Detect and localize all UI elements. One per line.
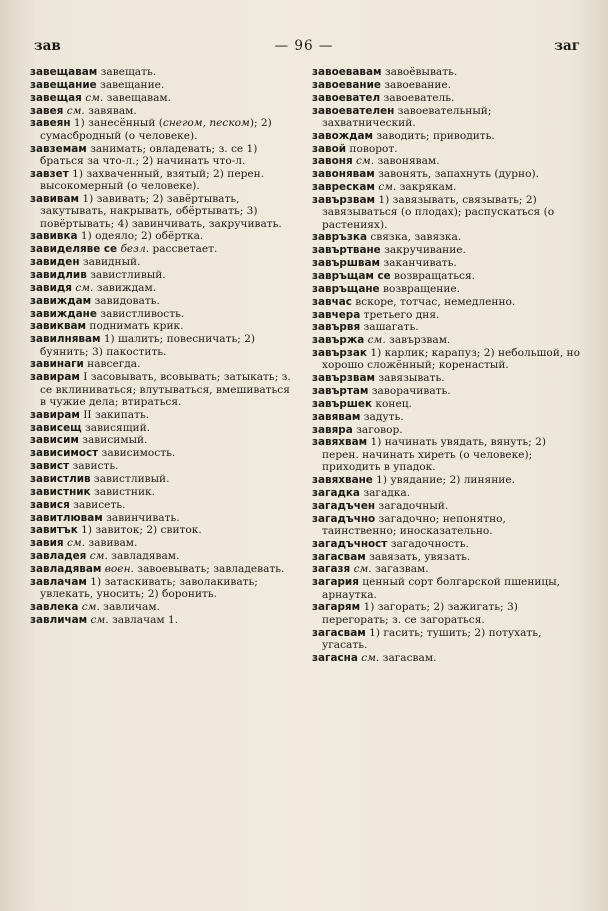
dictionary-entry [30,333,298,358]
headword: завитък [30,524,78,537]
translation: завидовать. [91,294,160,307]
headword: завивам [30,192,79,205]
dictionary-entry [312,372,582,384]
headword: завяхвам [312,436,368,449]
translation: вскоре, тотчас, немедленно. [351,295,516,308]
headword: завявам [312,410,361,423]
translation: заговор. [352,423,403,436]
dictionary-entry [312,487,582,499]
translation: завоевывать; завладевать. [133,562,285,575]
headword: загария [312,576,359,589]
headword: завиждам [30,294,92,307]
translation: 1) загорать; 2) зажигать; 3) перегорать; з. се загораться. [322,601,518,626]
headword: завоня [312,155,353,168]
headword: завчас [312,295,352,308]
headword: загазя [312,563,351,576]
translation: завинчивать. [102,511,180,524]
page-number: — 96 — [274,38,334,54]
dictionary-entry [312,627,582,652]
headword: завързвам [312,372,375,385]
translation: завонявам. [374,155,440,168]
dictionary-entry [312,563,582,575]
dictionary-entry [312,652,582,664]
headword: завидя [30,281,72,294]
headword: завладявам [30,562,102,575]
translation: 1) затаскивать; заволакивать; увлекать, уносить; 2) боронить. [40,575,258,601]
dictionary-entry [30,563,298,575]
dictionary-entry [312,296,582,308]
dictionary-entry [312,321,582,333]
dictionary-entry [312,283,582,295]
translation: 1) шалить; повесничать; 2) буянить; 3) пакостить. [40,333,256,358]
headword: завирам [30,371,80,384]
translation: завладявам. [107,550,180,563]
headword: завързак [312,347,367,360]
translation: загадочность. [387,537,469,550]
headword: заврескам [312,181,375,194]
dictionary-entry [312,576,582,601]
translation: 1) занесённый ( [70,117,163,130]
translation: завличам. [99,600,160,613]
dictionary-entry [30,92,298,104]
dictionary-entry [30,143,298,168]
dictionary-entry [312,436,582,473]
headword: загасвам [312,626,366,639]
dictionary-entry [30,499,298,511]
dictionary-entry [312,181,582,193]
dictionary-entry [30,282,298,294]
translation: загазвам. [371,563,429,576]
dictionary-entry [30,256,298,268]
translation: 1) завязывать, связывать; 2) завязываться (о плодах); распускаться (о растениях). [322,193,555,231]
headword: завия [30,537,64,550]
headword: завяра [312,423,353,436]
dictionary-entry [30,105,298,117]
dictionary-entry [312,168,582,180]
translation: завязать, увязать. [365,550,471,563]
dictionary-entry [312,424,582,436]
headword: загадка [312,486,360,499]
translation: возвращение. [379,282,461,295]
dictionary-entry [30,193,298,230]
headword: завитлювам [30,511,103,524]
dictionary-entry [312,347,582,372]
translation: заводить; приводить. [373,129,495,142]
headword: завидлив [30,269,87,281]
dictionary-entry [30,434,298,446]
headword: завист [30,460,70,473]
headword: загасна [312,651,358,664]
dictionary-entry [312,474,582,486]
translation: завистник. [90,485,155,498]
headword: зависим [30,434,79,447]
translation: II закипать. [79,408,150,421]
dictionary-entry [312,244,582,256]
headword: завождам [312,129,373,142]
headword: завоевание [312,78,381,91]
dictionary-entry [30,576,298,601]
translation: завещать. [97,66,157,78]
dictionary-entry [312,334,582,346]
headword: завивка [30,230,78,243]
dictionary-entry [312,513,582,538]
dictionary-entry [30,550,298,562]
headword: завистник [30,485,91,498]
translation: навсегда. [83,358,141,371]
translation: занимать; овладевать; з. се 1) браться за что-л.; 2) начинать что-л. [40,142,258,167]
headword: завоевател [312,91,381,104]
headword: завършек [312,397,373,410]
translation: зависящий. [81,421,151,434]
dictionary-entry [30,358,298,370]
headword: завръзка [312,231,367,244]
translation: зависимость. [98,447,176,460]
dictionary-entry [312,500,582,512]
translation: завявам. [84,104,137,117]
translation: завязывать. [375,372,445,385]
headword: завържа [312,334,365,347]
header-left-guide-word: зав [34,38,61,54]
dictionary-entry [312,105,582,130]
headword: завършвам [312,257,380,270]
headword: завлачам [30,575,87,588]
headword: зависимост [30,447,99,460]
headword: завоевавам [312,66,382,78]
translation: завивам. [85,537,138,550]
dictionary-entry [30,486,298,498]
dictionary-entry [312,398,582,410]
translation: третьего дня. [360,308,440,321]
translation: рассветает. [149,243,218,256]
translation: 1) увядание; 2) линяние. [372,474,516,486]
headword: завзет [30,167,69,180]
headword: загадъчно [312,512,376,525]
translation: завонять, запахнуть (дурно). [374,168,539,181]
dictionary-entry [312,411,582,423]
headword: завръщане [312,282,380,295]
translation: завистливый. [86,269,166,281]
grammar-label: безл. [117,243,150,256]
translation: связка, завязка. [366,231,462,244]
headword: завистлив [30,473,91,485]
translation: завистливость. [96,307,185,320]
translation: 1) карлик; карапуз; 2) небольшой, но хорошо сложённый; коренастый. [322,347,580,372]
dictionary-entry [312,601,582,626]
dictionary-entry [30,168,298,193]
translation: возвращаться. [390,270,476,282]
dictionary-entry [30,230,298,242]
dictionary-entry [312,270,582,282]
translation: поднимать крик. [86,320,184,333]
translation: заканчивать. [380,257,457,270]
headword: завладея [30,550,87,563]
dictionary-entry [312,385,582,397]
dictionary-entry [312,194,582,231]
headword: загасвам [312,550,366,563]
left-column [30,66,298,627]
headword: загарям [312,601,361,614]
headword: завързвам [312,193,375,206]
headword: завъртам [312,385,369,398]
dictionary-entry [30,614,298,626]
headword: завиквам [30,320,87,333]
headword: завеян [30,117,71,130]
headword: завой [312,142,347,155]
grammar-label: см. [374,181,397,194]
headword: завиделяве се [30,243,118,256]
headword: загадъчност [312,537,388,550]
translation: завлачам 1. [108,613,179,626]
dictionary-entry [30,371,298,408]
grammar-label: см. [357,651,380,664]
translation: задуть. [360,410,404,423]
headword: завея [30,104,64,117]
grammar-label: см. [86,550,108,563]
translation: заворачивать. [368,385,451,398]
translation: завоевание. [380,78,452,91]
headword: завилнявам [30,333,101,346]
translation: зашагать. [360,321,419,334]
grammar-label: воен. [101,562,134,575]
dictionary-entry [312,79,582,91]
dictionary-entry [30,447,298,459]
translation: ценный сорт болгарской пшеницы, арнаутка. [322,576,561,601]
headword: завещавам [30,66,98,78]
dictionary-entry [312,551,582,563]
grammar-label: см. [81,91,104,104]
headword: завлека [30,600,79,613]
dictionary-entry [312,309,582,321]
translation: поворот. [346,142,398,155]
translation: загадочный. [375,499,449,512]
translation: зависимый. [78,434,148,447]
grammar-label: см. [71,281,94,294]
headword: завися [30,498,70,511]
dictionary-entry [30,524,298,536]
dictionary-entry [30,308,298,320]
dictionary-entry [30,422,298,434]
headword: завирам [30,408,80,421]
dictionary-entry [30,269,298,281]
headword: завяхване [312,474,373,486]
dictionary-entry [30,512,298,524]
grammar-label: см. [350,563,372,576]
translation: 1) гасить; тушить; 2) потухать, угасать. [322,626,542,651]
grammar-label: см. [87,613,109,626]
headword: завиден [30,256,80,269]
translation: зависть. [69,460,119,473]
dictionary-entry [30,409,298,421]
dictionary-entry [312,155,582,167]
dictionary-entry [312,538,582,550]
translation: завидный. [79,256,141,269]
dictionary-entry [30,66,298,78]
usage-note: снегом, песком [162,117,250,130]
translation: завързвам. [385,334,451,347]
translation: завоеватель. [380,91,455,104]
headword: завземам [30,142,87,155]
right-column [312,66,582,665]
dictionary-entry [30,295,298,307]
translation: I засовывать, всовывать; затыкать; з. се вклиниваться; влутываться, вмешиваться в чужие дела; втираться. [40,371,291,408]
grammar-label: см. [78,600,100,613]
grammar-label: см. [63,537,86,550]
translation: завоёвывать. [381,66,458,78]
headword: загадъчен [312,499,376,512]
translation: загадочно; непонятно, таинственно; иносказательно. [322,512,506,537]
headword: завличам [30,613,88,626]
headword: завръщам се [312,270,391,282]
translation-continued: ); 2) сумасбродный (о человеке). [40,117,272,142]
dictionary-entry [30,460,298,472]
headword: завинаги [30,358,84,371]
translation: закручивание. [380,244,466,257]
translation: завистливый. [90,473,170,485]
dictionary-entry [30,320,298,332]
translation: 1) захваченный, взятый; 2) перен. высокомерный (о человеке). [40,167,265,193]
dictionary-entry [30,243,298,255]
headword: завървя [312,321,361,334]
dictionary-entry [312,130,582,142]
dictionary-entry [30,601,298,613]
header-right-guide-word: заг [554,38,580,54]
dictionary-entry [312,231,582,243]
translation: завиждам. [93,281,157,294]
translation: 1) завивать; 2) завёртывать, закутывать, накрывать, обёртывать; 3) повёртывать; 4) завинчивать, закручивать. [40,192,282,230]
headword: завонявам [312,168,375,181]
translation: завоевательный; захватнический. [322,104,492,129]
translation: 1) одеяло; 2) обёртка. [77,230,204,243]
dictionary-entry [312,66,582,78]
dictionary-entry [312,143,582,155]
translation: загасвам. [379,651,437,664]
translation: завещание. [96,78,165,91]
dictionary-entry [30,537,298,549]
dictionary-entry [30,117,298,142]
headword: завъртване [312,244,381,257]
translation: загадка. [359,486,411,499]
grammar-label: см. [364,334,386,347]
grammar-label: см. [352,155,375,168]
grammar-label: см. [63,104,85,117]
dictionary-entry [30,473,298,485]
translation: завещавам. [103,91,172,104]
translation: конец. [372,397,412,410]
translation: 1) завиток; 2) свиток. [77,524,202,537]
dictionary-entry [312,257,582,269]
translation: 1) начинать увядать, вянуть; 2) перен. начинать хиреть (о человеке); приходить в упадок. [322,436,546,474]
translation: зависеть. [69,498,126,511]
dictionary-entry [30,79,298,91]
headword: завиждане [30,307,97,320]
headword: зависещ [30,421,82,434]
headword: завчера [312,308,361,321]
page-header [30,38,578,58]
headword: завоевателен [312,104,395,117]
translation: закрякам. [396,181,457,194]
headword: завещая [30,91,82,104]
headword: завещание [30,78,97,91]
dictionary-entry [312,92,582,104]
